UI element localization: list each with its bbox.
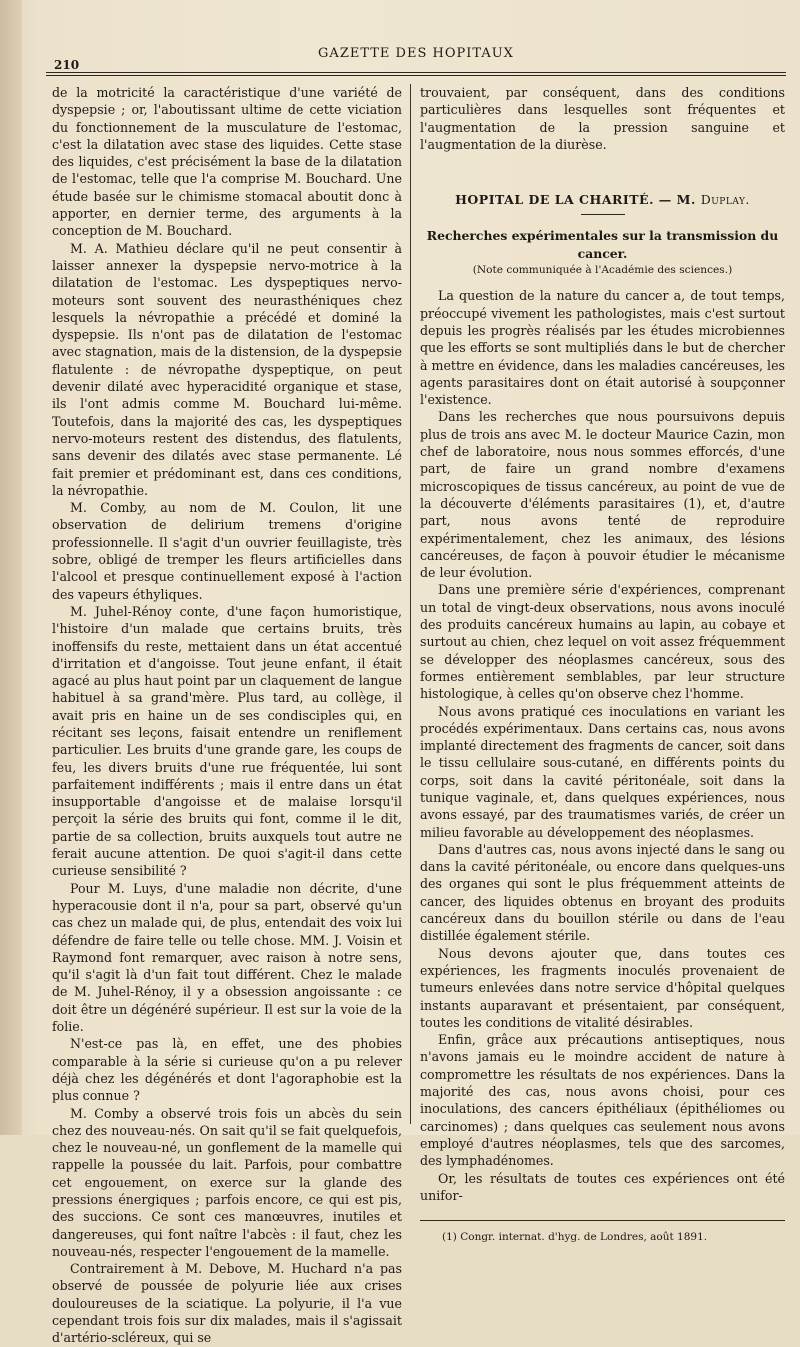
footnote-rule <box>420 1220 785 1221</box>
right-column <box>420 84 785 1244</box>
paragraph: Dans d'autres cas, nous avons injecté dans le sang ou dans la cavité péritonéale, ou encore dans quelques-uns des organes qui sont le plus fréquemment atteints de cancer, des liquides obtenus en broyant des produits cancéreux dans du bouillon stérile ou dans de l'eau distillée également stérile. <box>420 841 785 944</box>
paragraph: Or, les résultats de toutes ces expériences ont été unifor- <box>420 1170 785 1203</box>
paragraph: Nous avons pratiqué ces inoculations en variant les procédés expérimentaux. Dans certains cas, nous avons implanté directement des fragments de cancer, soit dans le tissu cellulaire sous-cutané, en différents points du corps, soit dans la cavité péritonéale, soit dans la tunique vaginale, et, dans quelques expériences, nous avons essayé, par des traumatismes variés, de créer un milieu favorable au développement des néoplasmes. <box>420 703 785 840</box>
paragraph: M. A. Mathieu déclare qu'il ne peut consentir à laisser annexer la dyspepsie nervo-motrice à la dilatation de l'estomac. Les dyspeptiques nervo-moteurs sont souvent des neurasthéniques chez lesquels la névropathie a précédé et dominé la dyspepsie. Ils n'ont pas de dilatation de l'estomac avec stagnation, mais de la distension, de la dyspepsie flatulente : de névropathe dyspeptique, on peut devenir dilaté avec hyperacidité organique et stase, ils l'ont admis comme M. Bouchard lui-même. Toutefois, dans la majorité des cas, les dyspeptiques nervo-moteurs restent des distendus, des flatulents, sans devenir des dilatés avec stase permanente. Lé fait premier et prédominant est, dans ces conditions, la névropathie. <box>52 240 402 498</box>
paragraph: Contrairement à M. Debove, M. Huchard n'a pas observé de poussée de polyurie liée aux crises douloureuses de la sciatique. La polyurie, il l'a vue cependant trois fois sur dix malades, mais il s'agissait d'artério-scléreux, qui se <box>52 1261 402 1346</box>
paragraph: Pour M. Luys, d'une maladie non décrite, d'une hyperacousie dont il n'a, pour sa part, observé qu'un cas chez un malade qui, de plus, entendait des voix lui défendre de faire telle ou telle chose. MM. J. Voisin et Raymond font remarquer, avec raison à notre sens, qu'il s'agit là d'un fait tout différent. Chez le malade de M. Juhel-Rénoy, il y a obsession angoissante : ce doit être un dégénéré supérieur. Il est sur la voie de la folie. <box>52 880 402 1035</box>
paragraph: Dans les recherches que nous poursuivons depuis plus de trois ans avec M. le docteur Maurice Cazin, mon chef de laboratoire, nous nous sommes efforcés, d'une part, de faire un grand nombre d'examens microscopiques de tissus cancéreux, au point de vue de la découverte d'éléments parasitaires (1), et, d'autre part, nous avons tenté de reproduire expérimentalement, chez les animaux, des lésions cancéreuses, de façon à pouvoir étudier le mécanisme de leur évolution. <box>420 409 785 581</box>
paragraph: trouvaient, par conséquent, dans des conditions particulières dans lesquelles sont fréquentes et l'augmentation de la pression sanguine et l'augmentation de la diurèse. <box>420 85 785 152</box>
column-divider <box>410 84 411 1124</box>
hospital-name: HOPITAL DE LA CHARITÉ. — M. <box>455 192 696 208</box>
article-note: (Note communiquée à l'Académie des sciences.) <box>472 264 733 277</box>
left-column <box>52 84 402 1346</box>
section-rule <box>581 214 625 215</box>
journal-title: GAZETTE DES HOPITAUX <box>318 46 514 61</box>
footnote: (1) Congr. internat. d'hyg. de Londres, août 1891. <box>442 1231 708 1244</box>
section-author: Duplay. <box>700 192 750 208</box>
paragraph: M. Comby a observé trois fois un abcès du sein chez des nouveau-nés. On sait qu'il se fait quelquefois, chez le nouveau-né, un gonflement de la mamelle qui rappelle la poussée du lait. Parfois, pour combattre cet engouement, on exerce sur la glande des pressions énergiques ; parfois encore, ce qui est pis, des succions. Ce sont ces manœuvres, inutiles et dangereuses, qui font naître l'abcès : il faut, chez les nouveau-nés, respecter l'engouement de la mamelle. <box>52 1105 402 1259</box>
paragraph: M. Juhel-Rénoy conte, d'une façon humoristique, l'histoire d'un malade que certains bruits, très inoffensifs du reste, mettaient dans un état accentué d'irritation et d'angoisse. Tout jeune enfant, il était agacé au plus haut point par un claquement de langue habituel à sa grand'mère. Plus tard, au collège, il avait pris en haine un de ses condisciples qui, en récitant ses leçons, faisait entendre un reniflement particulier. Les bruits d'une grande gare, les coups de feu, les divers bruits d'une rue fréquentée, lui sont parfaitement indifférents ; mais il entre dans un état insupportable d'angoisse et de malaise lorsqu'il perçoit la série des bruits qui font, comme il le dit, partie de sa collection, bruits auxquels tout autre ne ferait aucune attention. De quoi s'agit-il dans cette curieuse sensibilité ? <box>52 603 402 879</box>
page-spine <box>0 0 22 1135</box>
paragraph: de la motricité la caractéristique d'une variété de dyspepsie ; or, l'aboutissant ultime de cette viciation du fonctionnement de la musculature de l'estomac, c'est la dilatation avec stase des liquides. Cette stase des liquides, c'est précisément la base de la dilatation de l'estomac, telle que l'a comprise M. Bouchard. Une étude basée sur le chimisme stomacal aboutit donc à apporter, en dernier terme, des arguments à la conception de M. Bouchard. <box>52 85 402 239</box>
paragraph: La question de la nature du cancer a, de tout temps, préoccupé vivement les pathologistes, mais c'est surtout depuis les progrès réalisés par les études microbiennes que les efforts se sont multipliés dans le but de chercher à mettre en évidence, dans les maladies cancéreuses, les agents parasitaires dont on était autorisé à soupçonner l'existence. <box>420 288 785 408</box>
page-header <box>46 44 786 74</box>
header-rule <box>46 72 786 76</box>
paragraph: M. Comby, au nom de M. Coulon, lit une observation de delirium tremens d'origine professionnelle. Il s'agit d'un ouvrier feuillagiste, très sobre, obligé de tremper les fleurs artificielles dans l'alcool et presque continuellement exposé à l'action des vapeurs éthyliques. <box>52 500 402 602</box>
paragraph: Dans une première série d'expériences, comprenant un total de vingt-deux observations, nous avons inoculé des produits cancéreux humains au lapin, au cobaye et surtout au chien, chez lequel on voit assez fréquemment se développer des néoplasmes cancéreux, sous des formes entièrement semblables, par leur structure histologique, à celles qu'on observe chez l'homme. <box>420 582 785 702</box>
section-heading <box>420 191 785 208</box>
article-title: Recherches expérimentales sur la transmission du cancer. <box>426 228 779 261</box>
paragraph: N'est-ce pas là, en effet, une des phobies comparable à la série si curieuse qu'on a pu relever déjà chez les dégénérés et dont l'agoraphobie est la plus connue ? <box>52 1036 402 1104</box>
page-number: 210 <box>54 58 80 72</box>
paragraph: Enfin, grâce aux précautions antiseptiques, nous n'avons jamais eu le moindre accident de nature à compromettre les résultats de nos expériences. Dans la majorité des cas, nous avons choisi, pour ces inoculations, des cancers épithéliaux (épithéliomes ou carcinomes) ; dans quelques cas seulement nous avons employé d'autres néoplasmes, tels que des sarcomes, des lymphadénomes. <box>420 1032 785 1169</box>
paragraph: Nous devons ajouter que, dans toutes ces expériences, les fragments inoculés provenaient de tumeurs enlevées dans notre service d'hôpital quelques instants auparavant et présentaient, par conséquent, toutes les conditions de vitalité désirables. <box>420 945 785 1030</box>
